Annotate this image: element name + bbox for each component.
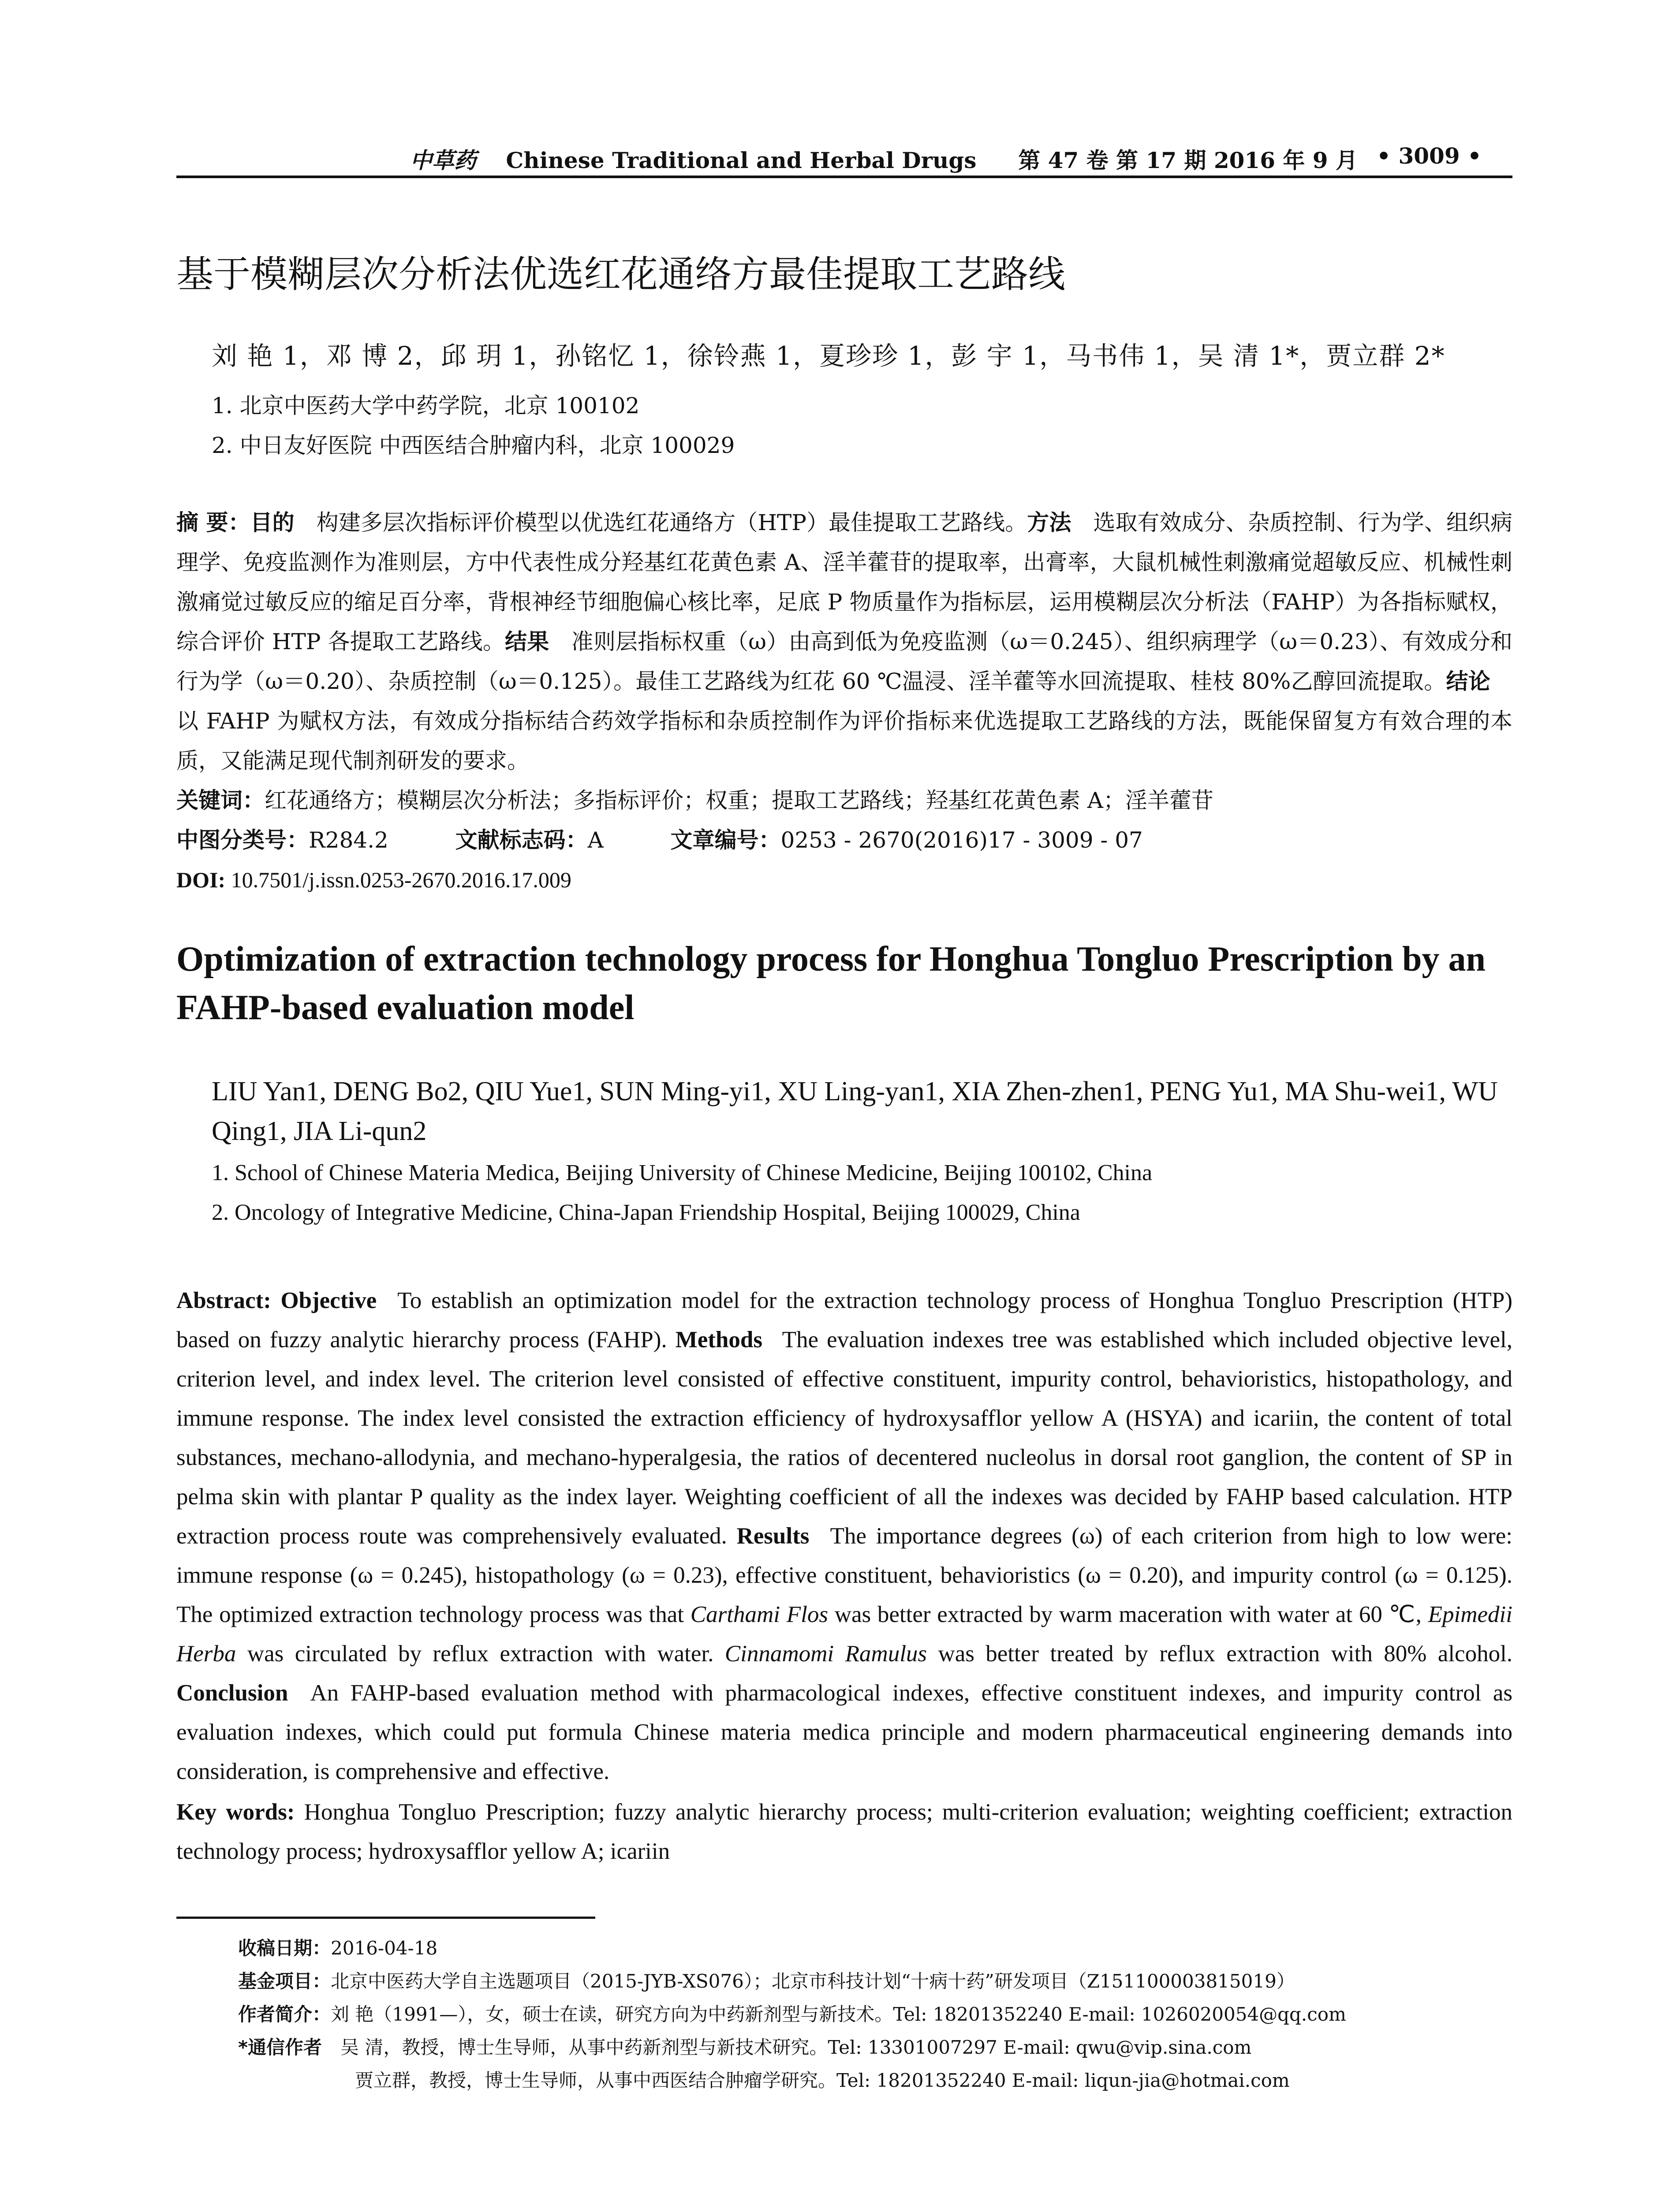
doi-value: 10.7501/j.issn.0253-2670.2016.17.009 [231, 867, 571, 892]
clc-value: R284.2 [309, 827, 388, 853]
objective-en-label: Objective [280, 1288, 377, 1313]
issue-info: 第 47 卷 第 17 期 2016 年 9 月 [1018, 147, 1358, 173]
title-cn: 基于模糊层次分析法优选红花通络方最佳提取工艺路线 [176, 253, 1066, 296]
keywords-cn-text: 红花通络方；模糊层次分析法；多指标评价；权重；提取工艺路线；羟基红花黄色素 A；淫羊藿苷 [265, 788, 1213, 813]
authors-cn: 刘 艳 1，邓 博 2，邱 玥 1，孙铭忆 1，徐铃燕 1，夏珍珍 1，彭 宇 1，马书伟 1，吴 清 1*，贾立群 2* [212, 341, 1445, 371]
page-number: • 3009 • [1377, 143, 1482, 169]
footnote-bio [238, 2000, 1346, 2026]
conclusion-en-label: Conclusion [176, 1680, 288, 1706]
keywords-en-label: Key words: [176, 1799, 295, 1825]
footnote-separator [176, 1917, 595, 1919]
methods-en-text: The evaluation indexes tree was established which included objective level, criterion level, and index level. The criterion level consisted of effective constituent, impurity control, behavioristics, histopathology, and immune response. The index level consisted the extraction efficiency of hydroxysafflor yellow A (HSYA) and icariin, the content of total substances, mechano-allodynia, and mechano-hyperalgesia, the ratios of decentered nucleolus in dorsal root ganglion, the content of SP in pelma skin with plantar P quality as the index layer. Weighting coefficient of all the indexes was decided by FAHP based calculation. HTP extraction process route was comprehensively evaluated. [176, 1327, 1513, 1549]
results-en-text-1: The importance degrees (ω) of each criterion from high to low were: immune response (ω = 0.245), histopathology (ω = 0.23), effective constituent, behavioristics (ω = 0.20), and impurity control (ω = 0.125). The optimized extraction technology process was that [176, 1523, 1513, 1627]
article-number-label: 文章编号： [670, 827, 781, 853]
received-date: 2016-04-18 [331, 1937, 438, 1959]
title-en: Optimization of extraction technology process for Honghua Tongluo Prescription by an FAHP-based evaluation model [176, 940, 1486, 1027]
abstract-cn-label: 摘 要： [176, 510, 250, 535]
keywords-en-text: Honghua Tongluo Prescription; fuzzy analytic hierarchy process; multi-criterion evaluation; weighting coefficient; extraction technology process; hydroxysafflor yellow A; icariin [176, 1799, 1512, 1864]
cinnamomi-ramulus: Cinnamomi Ramulus [724, 1641, 927, 1667]
running-header [176, 140, 1512, 178]
affiliation-en-2: 2. Oncology of Integrative Medicine, China-Japan Friendship Hospital, Beijing 100029, China [212, 1200, 1080, 1225]
corresponding-label: *通信作者 [238, 2037, 322, 2058]
article-number-value: 0253 - 2670(2016)17 - 3009 - 07 [780, 827, 1143, 853]
bio-text: 刘 艳（1991—），女，硕士在读，研究方向为中药新剂型与新技术。Tel: 18201352240 E-mail: 1026020054@qq.com [331, 2003, 1346, 2025]
methods-cn-label: 方法 [1027, 510, 1071, 535]
clc-label: 中图分类号： [176, 827, 309, 853]
journal-name-en: Chinese Traditional and Herbal Drugs [506, 147, 977, 173]
footnote-corresponding [238, 2033, 1251, 2059]
objective-en-text: To establish an optimization model for the extraction technology process of Honghua Tongluo Prescription (HTP) based on fuzzy analytic hierarchy process (FAHP). [176, 1288, 1513, 1353]
fund-label: 基金项目： [238, 1970, 331, 1992]
authors-en: LIU Yan1, DENG Bo2, QIU Yue1, SUN Ming-yi1, XU Ling-yan1, XIA Zhen-zhen1, PENG Yu1, MA Shu-wei1, WU Qing1, JIA Li-qun2 [212, 1076, 1498, 1146]
classification-line [176, 820, 1512, 860]
keywords-en [176, 1793, 1512, 1871]
results-cn-text: 准则层指标权重（ω）由高到低为免疫监测（ω＝0.245）、组织病理学（ω＝0.23）、有效成分和行为学（ω＝0.20）、杂质控制（ω＝0.125）。最佳工艺路线为红花 60 ℃温浸、淫羊藿等水回流提取、桂枝 80%乙醇回流提取。 [176, 629, 1513, 694]
journal-logo-cn: 中草药 [410, 147, 476, 173]
conclusion-cn-label: 结论 [1446, 669, 1491, 694]
doi-label: DOI: [176, 867, 226, 892]
conclusion-en-text: An FAHP-based evaluation method with pharmacological indexes, effective constituent indexes, and impurity control as evaluation indexes, which could put formula Chinese materia medica principle and modern pharmaceutical engineering demands into consideration, is comprehensive and effective. [176, 1680, 1512, 1784]
methods-en-label: Methods [675, 1327, 762, 1353]
footnote-fund [238, 1967, 1295, 1993]
footnote-corresponding-2: 贾立群，教授，博士生导师，从事中西医结合肿瘤学研究。Tel: 18201352240 E-mail: liqun-jia@hotmai.com [355, 2070, 1290, 2091]
received-label: 收稿日期： [238, 1937, 331, 1959]
epimedii-herba: Epimedii Herba [176, 1602, 1513, 1667]
affiliation-cn-1: 1. 北京中医药大学中药学院，北京 100102 [212, 393, 640, 419]
objective-cn-label: 目的 [250, 510, 295, 535]
bio-label: 作者简介： [238, 2003, 331, 2025]
results-en-label: Results [736, 1523, 810, 1549]
doc-code-label: 文献标志码： [455, 827, 588, 853]
journal-line [410, 143, 1358, 175]
keywords-cn [176, 781, 1512, 820]
corresponding-1: 吴 清，教授，博士生导师，从事中药新剂型与新技术研究。Tel: 13301007297 E-mail: qwu@vip.sina.com [340, 2037, 1252, 2058]
footnote-received [238, 1934, 437, 1960]
methods-cn-text: 选取有效成分、杂质控制、行为学、组织病理学、免疫监测作为准则层，方中代表性成分羟基红花黄色素 A、淫羊藿苷的提取率，出膏率，大鼠机械性刺激痛觉超敏反应、机械性刺激痛觉过敏反应的缩足百分率，背根神经节细胞偏心核比率，足底 P 物质量作为指标层，运用模糊层次分析法（FAHP）为各指标赋权，综合评价 HTP 各提取工艺路线。 [176, 510, 1513, 654]
results-en-text-3: was circulated by reflux extraction with water. [247, 1641, 714, 1667]
abstract-cn [176, 503, 1512, 781]
abstract-en [176, 1281, 1512, 1791]
conclusion-cn-text: 以 FAHP 为赋权方法，有效成分指标结合药效学指标和杂质控制作为评价指标来优选提取工艺路线的方法，既能保留复方有效合理的本质，又能满足现代制剂研发的要求。 [176, 708, 1512, 774]
abstract-en-label: Abstract: [176, 1288, 271, 1313]
keywords-cn-label: 关键词： [176, 788, 265, 813]
results-en-text-4: was better treated by reflux extraction with 80% alcohol. [938, 1641, 1513, 1667]
objective-cn-text: 构建多层次指标评价模型以优选红花通络方（HTP）最佳提取工艺路线。 [316, 510, 1027, 535]
affiliation-cn-2: 2. 中日友好医院 中西医结合肿瘤内科，北京 100029 [212, 433, 735, 458]
affiliation-en-1: 1. School of Chinese Materia Medica, Beijing University of Chinese Medicine, Beijing 100102, China [212, 1160, 1153, 1185]
carthami-flos: Carthami Flos [690, 1602, 828, 1627]
results-en-text-2: was better extracted by warm maceration with water at 60 ℃, [834, 1602, 1422, 1627]
doi-line [176, 860, 1512, 900]
doc-code-value: A [587, 827, 604, 853]
fund-text: 北京中医药大学自主选题项目（2015-JYB-XS076）；北京市科技计划“十病十药”研发项目（Z151100003815019） [331, 1970, 1295, 1992]
results-cn-label: 结果 [505, 629, 549, 654]
